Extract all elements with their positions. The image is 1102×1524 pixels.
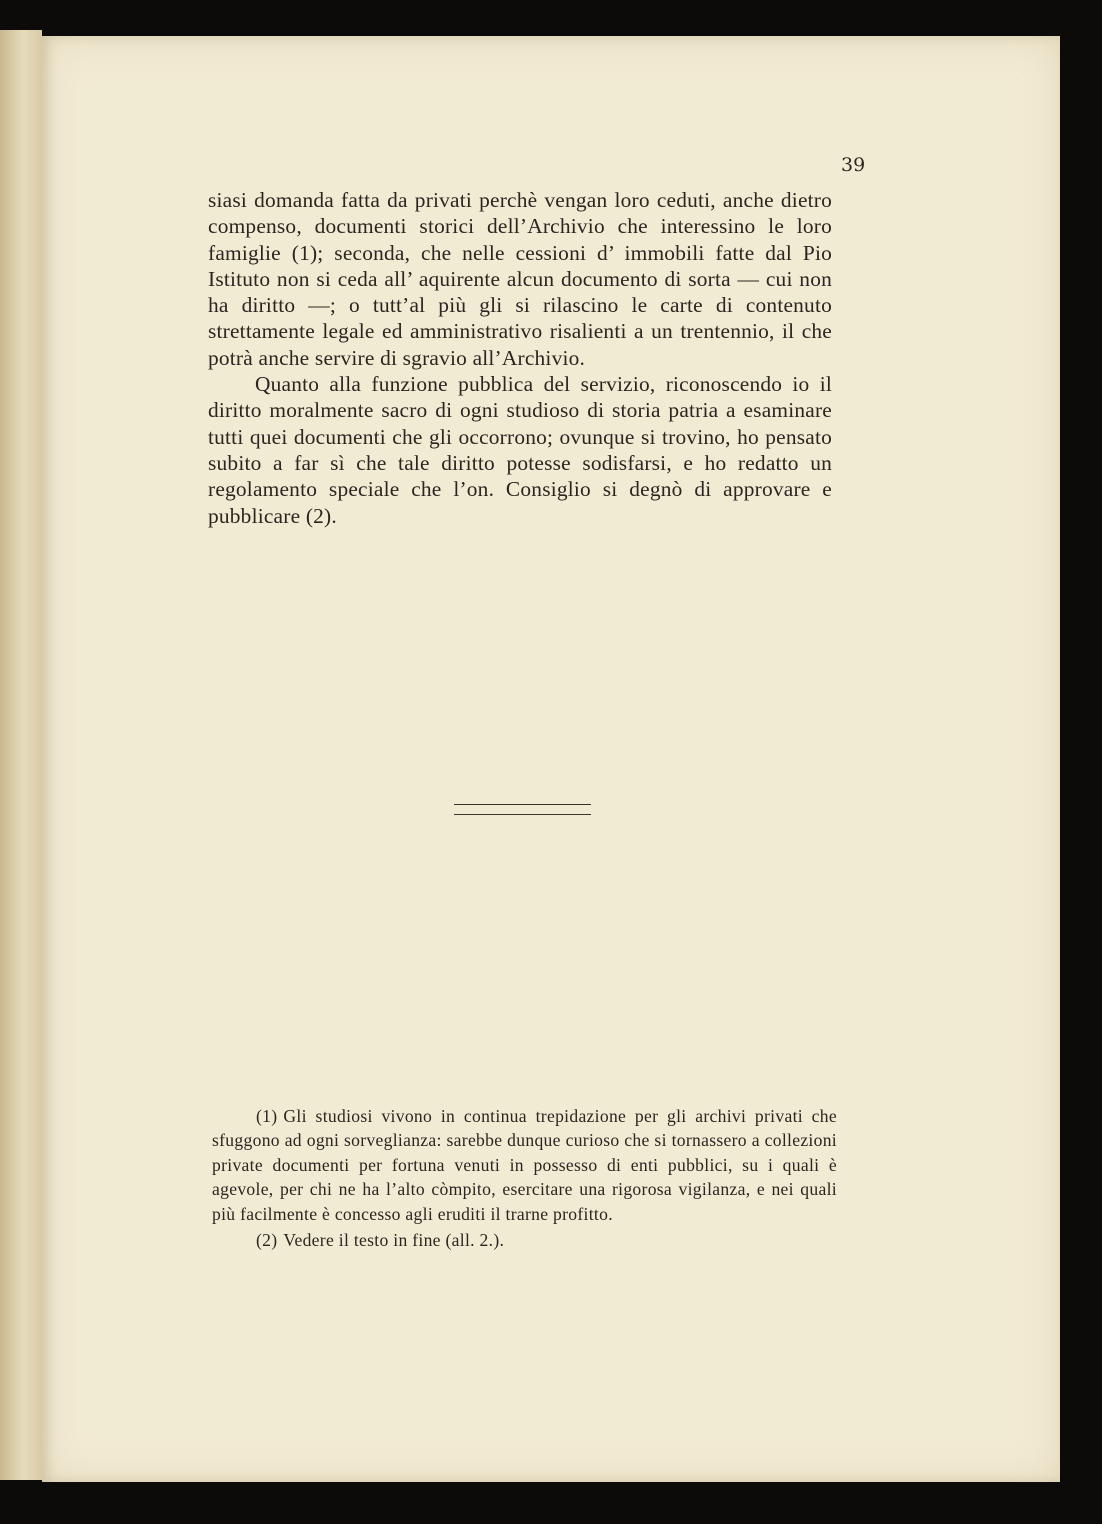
section-separator-rule xyxy=(454,804,591,815)
body-paragraph-1: siasi domanda fatta da privati perchè vengan loro ceduti, anche dietro compenso, documenti storici dell’Archivio che interessino le loro famiglie (1); seconda, che nelle cessioni d’ immobili fatte dal Pio Istituto non si ceda all’ aquirente alcun documento di sorta — cui non ha diritto —; o tutt’al più gli si rilascino le carte di contenuto strettamente legale ed amministrativo risalienti a un trentennio, il che potrà anche servire di sgravio all’Archivio. xyxy=(208,188,832,370)
footnote-2 xyxy=(212,1228,837,1252)
footnote-text: Gli studiosi vivono in continua trepidazione per gli archivi privati che sfuggono ad ogni sorveglianza: sarebbe dunque curioso che si tornassero a collezioni private documenti per fortuna venuti in possesso di enti pubblici, su i quali è agevole, per chi ne ha l’alto còmpito, esercitare una rigorosa vigilanza, e nei quali più facilmente è concesso agli eruditi il trarne profitto. xyxy=(212,1106,837,1224)
body-text xyxy=(208,187,832,529)
book-page xyxy=(42,36,1060,1482)
footnote-text: Vedere il testo in fine (all. 2.). xyxy=(283,1230,505,1251)
previous-page-edge xyxy=(0,30,42,1480)
footnote-marker: (2) xyxy=(256,1230,278,1251)
footnotes xyxy=(212,1104,837,1254)
footnote-marker: (1) xyxy=(256,1106,278,1126)
footnote-1 xyxy=(212,1104,837,1226)
page-number: 39 xyxy=(841,154,866,176)
body-paragraph-2: Quanto alla funzione pubblica del servizio, riconoscendo io il diritto moralmente sacro di ogni studioso di storia patria a esaminare tutti quei documenti che gli occorrono; ovunque si trovino, ho pensato subito a far sì che tale diritto potesse sodisfarsi, e ho redatto un regolamento speciale che l’on. Consiglio si degnò di approvare e pubblicare (2). xyxy=(208,372,832,528)
